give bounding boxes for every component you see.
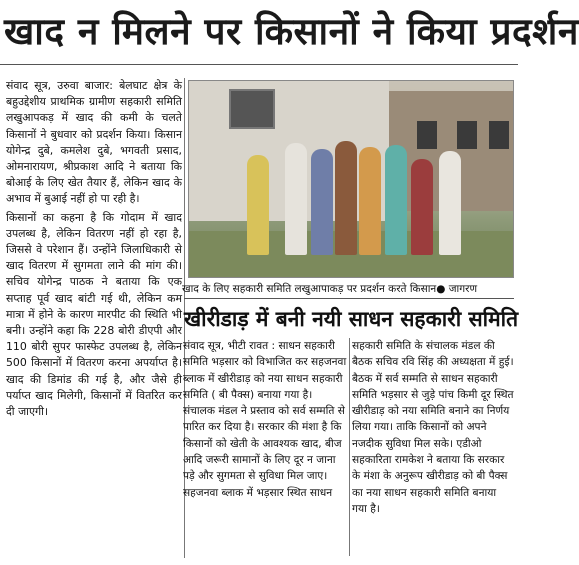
photo-building-window <box>457 121 477 149</box>
photo-person <box>385 145 407 255</box>
photo-person <box>285 143 307 255</box>
caption-divider <box>184 298 514 299</box>
protest-photo <box>188 80 514 278</box>
photo-building-window <box>417 121 437 149</box>
subheadline: खीरीडाड़ में बनी नयी साधन सहकारी समिति <box>184 307 519 331</box>
mid-paragraph: संवाद सूत्र, भीटी रावत : साधन सहकारी समिति भड़सार को विभाजित कर सहजनवा ब्लाक में खीरीडाड़ को नया साधन सहकारी समिति ( बी पैक्स) बनाया गया है। संचालक मंडल ने प्रस्ताव को सर्व सम्मति से पारित कर दिया है। सरकार की मंशा है कि किसानों को खेती के आवश्यक खाद, बीज आदि जरूरी सामानों के लिए दूर न जाना पड़े और सुगमता से सुविधा मिल जाए। सहजनवा ब्लाक में भड़सार स्थित साधन <box>183 340 347 499</box>
photo-person <box>359 147 381 255</box>
right-article-column <box>352 338 514 517</box>
photo-person <box>439 151 461 255</box>
photo-person <box>247 155 269 255</box>
left-paragraph-1: संवाद सूत्र, उरुवा बाजार: बेलघाट क्षेत्र के बहुउद्देशीय प्राथमिक ग्रामीण सहकारी समिति लखुआपकड़ में खाद की कमी के चलते किसानों ने बुधवार को प्रदर्शन किया। किसान योगेन्द्र दुबे, कमलेश दुबे, भगवती प्रसाद, ओमनारायण, श्रीप्रकाश आदि ने बताया कि बोआई के लिए खेत तैयार हैं, लेकिन खाद के अभाव में बुआई नहीं हो पा रही है। <box>6 79 182 206</box>
left-paragraph-2: किसानों का कहना है कि गोदाम में खाद उपलब्ध है, लेकिन वितरण नहीं हो रहा है, जिससे वे परेशान हैं। उन्होंने जिलाधिकारी से खाद वितरण में सुगमता लाने की मांग की। सचिव योगेन्द्र पाठक ने बताया कि एक सप्ताह पूर्व खाद बांटी गई थी, लेकिन कम मात्रा में होने के कारण मारपीट की स्थिति भी बनी। उन्होंने कहा कि 228 बोरी डीएपी और 110 बोरी सुपर फास्फेट उपलब्ध है, लेकिन 500 किसानों में वितरण करना अपर्याप्त है। खाद की डिमांड की गई है, और जैसे ही पर्याप्त खाद मिलेगी, किसानों में वितरित कर दी जाएगी। <box>6 210 182 419</box>
left-article-column <box>6 78 182 422</box>
headline: खाद न मिलने पर किसानों ने किया प्रदर्शन <box>4 10 579 53</box>
photo-person <box>311 149 333 255</box>
photo-window <box>229 89 275 129</box>
right-paragraph: सहकारी समिति के संचालक मंडल की बैठक सचिव रवि सिंह की अध्यक्षता में हुई। बैठक में सर्व सम्मति से साधन सहकारी समिति भड़सार से जुड़े पांच किमी दूर स्थित खीरीडाड़ को नया समिति बनाने का निर्णय लिया गया। ताकि किसानों को अपने नजदीक सुविधा मिल सके। एडीओ सहकारिता रामकेश ने बताया कि सरकार के मंशा के अनुरूप खीरीडाड़ को बी पैक्स का नया साधन सहकारी समिति बनाया गया है। <box>352 340 514 515</box>
photo-building-window <box>489 121 509 149</box>
headline-divider <box>0 64 518 65</box>
photo-caption: खाद के लिए सहकारी समिति लखुआपाकड़ पर प्रदर्शन करते किसान● जागरण <box>182 283 478 295</box>
photo-person <box>411 159 433 255</box>
photo-person <box>335 141 357 255</box>
column-divider-right <box>349 338 350 556</box>
mid-article-column <box>183 338 347 501</box>
